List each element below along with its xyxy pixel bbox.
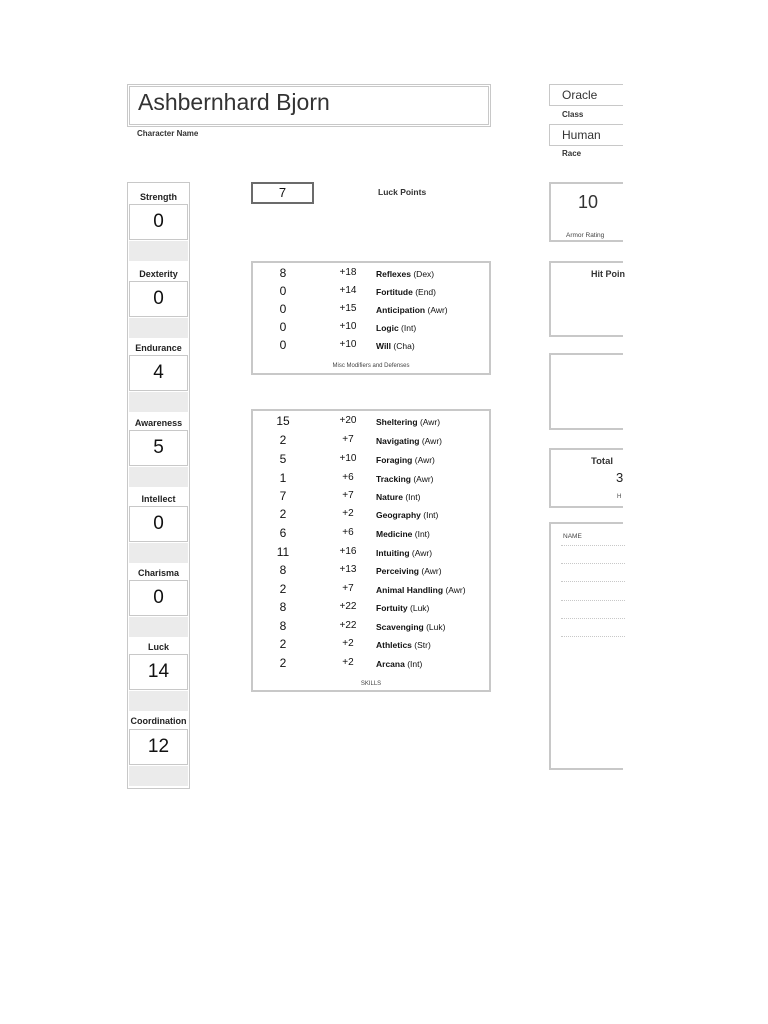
- inventory-name-header: NAME: [563, 533, 582, 540]
- skill-name: Arcana (Int): [376, 659, 423, 669]
- attr-shade: [129, 241, 188, 261]
- skill-ranks: 15: [276, 414, 290, 428]
- defense-modifier: +10: [339, 321, 357, 332]
- blank-panel[interactable]: [549, 353, 623, 430]
- defense-row[interactable]: [253, 338, 489, 356]
- skill-modifier: +2: [342, 657, 354, 668]
- skill-modifier: +2: [342, 508, 354, 519]
- total-value: 3: [616, 470, 624, 485]
- skill-modifier: +20: [339, 415, 357, 426]
- attr-label-endurance: Endurance: [135, 343, 182, 353]
- skill-modifier: +2: [342, 638, 354, 649]
- skills-panel: [251, 409, 491, 692]
- defense-base: 8: [279, 266, 287, 280]
- skill-name: Athletics (Str): [376, 640, 431, 650]
- total-box[interactable]: [549, 448, 623, 508]
- skill-row[interactable]: [253, 545, 489, 563]
- skill-name: Intuiting (Awr): [376, 548, 433, 558]
- hit-points-label: Hit Poin: [591, 269, 625, 279]
- skill-row[interactable]: [253, 452, 489, 470]
- skill-ranks: 8: [279, 619, 287, 633]
- skill-ranks: 2: [279, 433, 287, 447]
- defenses-panel: [251, 261, 491, 375]
- skill-modifier: +13: [339, 564, 357, 575]
- total-label: Total: [591, 456, 613, 467]
- skill-row[interactable]: [253, 433, 489, 451]
- skill-row[interactable]: [253, 507, 489, 525]
- skill-name: Medicine (Int): [376, 529, 430, 539]
- skill-row[interactable]: [253, 471, 489, 489]
- defense-modifier: +10: [339, 339, 357, 350]
- attr-value-coordination[interactable]: 12: [129, 729, 188, 765]
- attr-shade: [129, 318, 188, 338]
- skill-ranks: 1: [279, 471, 287, 485]
- skill-name: Tracking (Awr): [376, 474, 434, 484]
- defense-base: 0: [279, 284, 287, 298]
- class-label: Class: [562, 110, 584, 119]
- attr-label-intellect: Intellect: [141, 494, 176, 504]
- attr-label-strength: Strength: [140, 192, 177, 202]
- attr-value-luck[interactable]: 14: [129, 654, 188, 690]
- attr-shade: [129, 392, 188, 412]
- armor-rating-value: 10: [577, 192, 599, 212]
- inventory-line[interactable]: [561, 618, 625, 619]
- character-name-value: Ashbernhard Bjorn: [138, 89, 330, 115]
- skill-row[interactable]: [253, 563, 489, 581]
- skill-ranks: 2: [279, 637, 287, 651]
- skill-name: Fortuity (Luk): [376, 603, 430, 613]
- defense-modifier: +14: [339, 285, 357, 296]
- attr-value-endurance[interactable]: 4: [129, 355, 188, 391]
- skill-modifier: +16: [339, 546, 357, 557]
- hit-points-box[interactable]: [549, 261, 623, 337]
- defense-base: 0: [279, 302, 287, 316]
- attr-shade: [129, 543, 188, 563]
- skill-modifier: +7: [342, 583, 354, 594]
- defense-name: Reflexes (Dex): [376, 269, 435, 279]
- attr-value-intellect[interactable]: 0: [129, 506, 188, 542]
- defense-name: Will (Cha): [376, 341, 415, 351]
- race-field[interactable]: [549, 124, 623, 146]
- skill-modifier: +6: [342, 527, 354, 538]
- skill-ranks: 7: [279, 489, 287, 503]
- defense-name: Anticipation (Awr): [376, 305, 448, 315]
- attr-label-dexterity: Dexterity: [139, 269, 178, 279]
- inventory-line[interactable]: [561, 636, 625, 637]
- skill-name: Sheltering (Awr): [376, 417, 441, 427]
- defense-name: Fortitude (End): [376, 287, 436, 297]
- skill-modifier: +22: [339, 601, 357, 612]
- race-value: Human: [562, 128, 601, 142]
- defense-modifier: +15: [339, 303, 357, 314]
- attr-value-dexterity[interactable]: 0: [129, 281, 188, 317]
- luck-points-value[interactable]: 7: [251, 182, 314, 204]
- skill-ranks: 8: [279, 563, 287, 577]
- skill-modifier: +10: [339, 453, 357, 464]
- inventory-line[interactable]: [561, 545, 625, 546]
- skill-row[interactable]: [253, 489, 489, 507]
- skill-row[interactable]: [253, 414, 489, 432]
- attr-value-charisma[interactable]: 0: [129, 580, 188, 616]
- skill-row[interactable]: [253, 656, 489, 674]
- defense-name: Logic (Int): [376, 323, 417, 333]
- inventory-panel: [549, 522, 623, 770]
- skill-row[interactable]: [253, 526, 489, 544]
- defense-row[interactable]: [253, 320, 489, 338]
- skills-footer: SKILLS: [360, 681, 382, 687]
- skill-name: Nature (Int): [376, 492, 421, 502]
- class-value: Oracle: [562, 88, 598, 102]
- attr-label-coordination: Coordination: [130, 716, 187, 726]
- inventory-line[interactable]: [561, 563, 625, 564]
- skill-modifier: +22: [339, 620, 357, 631]
- attr-value-awareness[interactable]: 5: [129, 430, 188, 466]
- skill-modifier: +7: [342, 434, 354, 445]
- skill-ranks: 11: [276, 545, 290, 559]
- skill-modifier: +6: [342, 472, 354, 483]
- skill-ranks: 8: [279, 600, 287, 614]
- armor-rating-label: Armor Rating: [566, 232, 605, 239]
- skill-name: Foraging (Awr): [376, 455, 435, 465]
- skill-ranks: 2: [279, 656, 287, 670]
- skill-row[interactable]: [253, 619, 489, 637]
- skill-name: Perceiving (Awr): [376, 566, 442, 576]
- inventory-line[interactable]: [561, 581, 625, 582]
- skill-modifier: +7: [342, 490, 354, 501]
- class-field[interactable]: [549, 84, 623, 106]
- skill-ranks: 2: [279, 582, 287, 596]
- defense-row[interactable]: [253, 284, 489, 302]
- defenses-footer: Misc Modifiers and Defenses: [332, 363, 410, 369]
- attr-label-charisma: Charisma: [137, 568, 180, 578]
- attr-shade: [129, 691, 188, 711]
- skill-ranks: 6: [279, 526, 287, 540]
- total-sub: H: [617, 494, 622, 500]
- attr-shade: [129, 617, 188, 637]
- attr-label-luck: Luck: [147, 642, 169, 652]
- defense-row[interactable]: [253, 302, 489, 320]
- defense-base: 0: [279, 338, 287, 352]
- attributes-column: [127, 182, 190, 789]
- defense-modifier: +18: [339, 267, 357, 278]
- skill-ranks: 2: [279, 507, 287, 521]
- attr-shade: [129, 467, 188, 487]
- attr-label-awareness: Awareness: [134, 418, 183, 428]
- luck-points-label: Luck Points: [378, 187, 427, 197]
- defense-base: 0: [279, 320, 287, 334]
- skill-name: Navigating (Awr): [376, 436, 442, 446]
- skill-name: Geography (Int): [376, 510, 439, 520]
- skill-ranks: 5: [279, 452, 287, 466]
- skill-name: Scavenging (Luk): [376, 622, 446, 632]
- skill-row[interactable]: [253, 582, 489, 600]
- attr-shade: [129, 766, 188, 786]
- skill-row[interactable]: [253, 600, 489, 618]
- race-label: Race: [562, 149, 582, 158]
- inventory-line[interactable]: [561, 600, 625, 601]
- attr-value-strength[interactable]: 0: [129, 204, 188, 240]
- skill-row[interactable]: [253, 637, 489, 655]
- defense-row[interactable]: [253, 266, 489, 284]
- armor-rating-box[interactable]: [549, 182, 623, 242]
- skill-name: Animal Handling (Awr): [376, 585, 466, 595]
- character-name-label: Character Name: [137, 129, 199, 138]
